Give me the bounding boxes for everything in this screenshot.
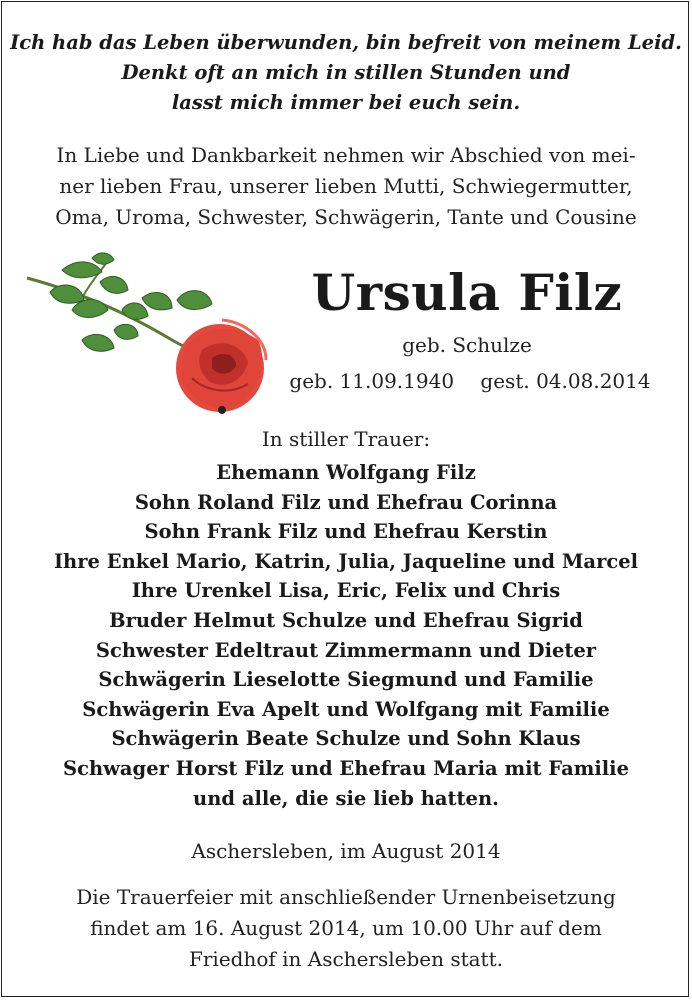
life-dates [260,366,680,396]
red-rose-icon [22,250,277,420]
poem [0,28,692,118]
mourner-line: Schwägerin Lieselotte Siegmund und Familie [98,668,594,692]
mourner-line: Sohn Frank Filz und Ehefrau Kerstin [144,520,548,544]
intro-line: ner lieben Frau, unserer lieben Mutti, Schwiegermutter, [59,174,633,198]
mourner-line: Sohn Roland Filz und Ehefrau Corinna [134,490,558,514]
intro-line: In Liebe und Dankbarkeit nehmen wir Abschied von mei- [56,143,636,167]
place-date: Aschersleben, im August 2014 [191,839,501,863]
funeral-line: findet am 16. August 2014, um 10.00 Uhr auf dem [90,916,602,940]
mourning-label: In stiller Trauer: [261,427,431,451]
mourner-line: und alle, die sie lieb hatten. [193,786,499,810]
mourner-line: Schwägerin Eva Apelt und Wolfgang mit Familie [82,697,610,721]
poem-line: lasst mich immer bei euch sein. [171,91,521,114]
mourner-line: Schwester Edeltraut Zimmermann und Dieter [95,638,597,662]
intro-line: Oma, Uroma, Schwester, Schwägerin, Tante und Cousine [55,205,637,229]
mourner-line: Ihre Enkel Mario, Katrin, Julia, Jaqueline und Marcel [53,549,639,573]
funeral-info [30,882,662,975]
mourner-line: Bruder Helmut Schulze und Ehefrau Sigrid [109,608,583,632]
poem-line: Denkt oft an mich in stillen Stunden und [121,61,571,84]
funeral-line: Friedhof in Aschersleben statt. [188,947,503,971]
mourner-line: Ihre Urenkel Lisa, Eric, Felix und Chris [131,579,561,603]
mourner-line: Schwägerin Beate Schulze und Sohn Klaus [111,727,581,751]
death-date: gest. 04.08.2014 [480,369,651,393]
deceased-name: Ursula Filz [311,263,623,322]
mourner-line: Ehemann Wolfgang Filz [216,461,476,484]
birth-date: geb. 11.09.1940 [289,369,455,393]
birth-name: geb. Schulze [402,333,532,357]
funeral-line: Die Trauerfeier mit anschließender Urnenbeisetzung [76,885,616,909]
poem-line: Ich hab das Leben überwunden, bin befreit von meinem Leid. [10,31,682,54]
mourner-line: Schwager Horst Filz und Ehefrau Maria mit Familie [63,756,629,780]
mourners-list [0,458,692,813]
intro-text [18,140,674,233]
